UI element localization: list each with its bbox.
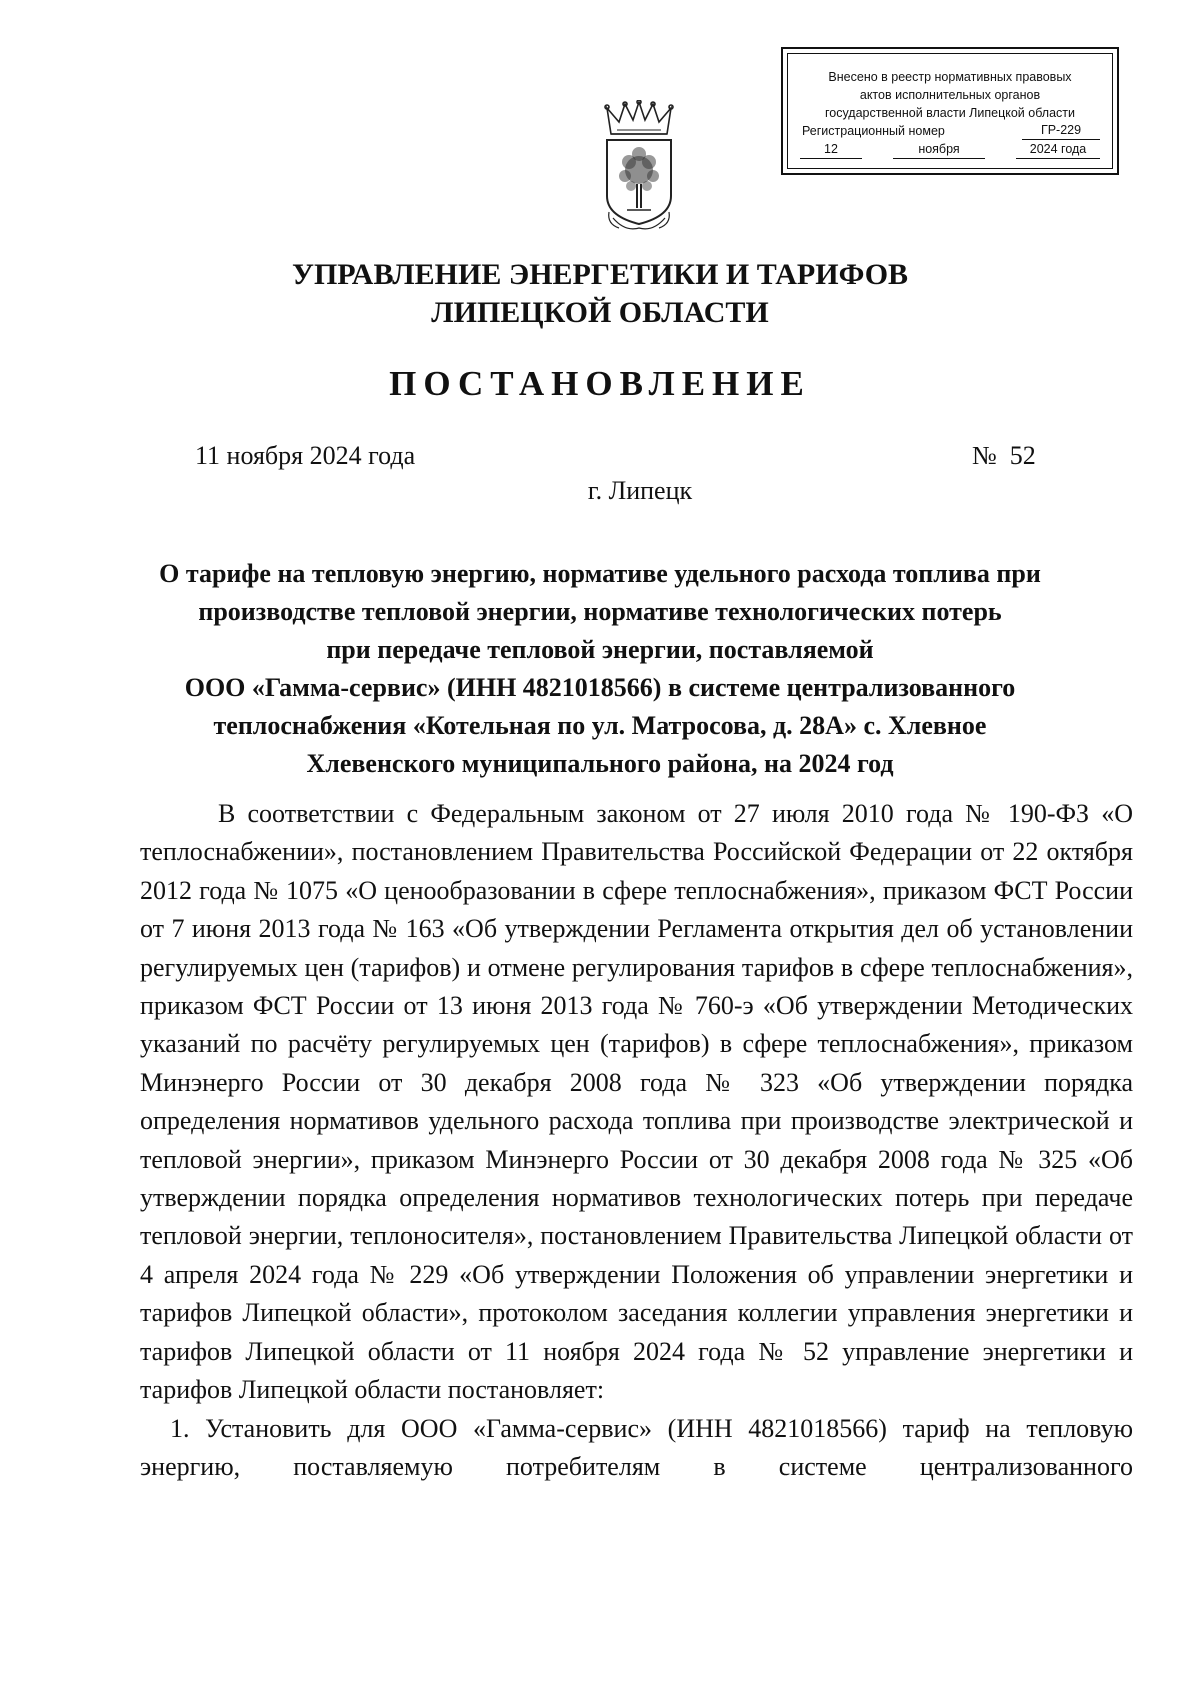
stamp-registration-row [788,122,1112,140]
document-date: 11 ноября 2024 года [195,441,416,470]
stamp-reg-number: ГР-229 [1022,122,1100,140]
stamp-month: ноября [893,141,985,159]
organization-title-line-1: УПРАВЛЕНИЕ ЭНЕРГЕТИКИ И ТАРИФОВ [291,258,909,291]
organization-title-line-2: ЛИПЕЦКОЙ ОБЛАСТИ [431,296,769,329]
document-subject [0,555,1200,783]
stamp-date-row [788,141,1112,159]
stamp-year: 2024 года [1016,141,1100,159]
subject-line-6: Хлевенского муниципального района, на 2024 год [306,749,894,778]
preamble-paragraph: В соответствии с Федеральным законом от 27 июля 2010 года № 190-ФЗ «О теплоснабжении», постановлением Правительства Российской Федерации от 22 октября 2012 года № 1075 «О ценообразовании в сфере теплоснабжения», приказом ФСТ России от 7 июня 2013 года № 163 «Об утверждении Регламента открытия дел об установлении регулируемых цен (тарифов) и отмене регулирования тарифов в сфере теплоснабжения», приказом ФСТ России от 13 июня 2013 года № 760-э «Об утверждении Методических указаний по расчёту регулируемых цен (тарифов) в сфере теплоснабжения», приказом Минэнерго России от 30 декабря 2008 года № 323 «Об утверждении порядка определения нормативов удельного расхода топлива при производстве электрической и тепловой энергии», приказом Минэнерго России от 30 декабря 2008 года № 325 «Об утверждении порядка определения нормативов технологических потерь при передаче тепловой энергии, теплоносителя», постановлением Правительства Липецкой области от 4 апреля 2024 года № 229 «Об утверждении Положения об управлении энергетики и тарифов Липецкой области», протоколом заседания коллегии управления энергетики и тарифов Липецкой области от 11 ноября 2024 года № 52 управление энергетики и тарифов Липецкой области постановляет: [140,799,1133,1405]
subject-line-4: ООО «Гамма-сервис» (ИНН 4821018566) в системе централизованного [184,673,1016,702]
subject-line-5: теплоснабжения «Котельная по ул. Матросова, д. 28А» с. Хлевное [213,711,987,740]
document-city: г. Липецк [587,476,693,505]
document-number: № 52 [972,441,1036,470]
stamp-line-2: актов исполнительных органов [859,88,1041,102]
subject-line-3: при передаче тепловой энергии, поставляемой [326,635,874,664]
registry-stamp [781,47,1119,175]
document-type: ПОСТАНОВЛЕНИЕ [389,364,811,403]
coat-of-arms-icon [597,100,681,235]
registry-stamp-inner [787,53,1113,169]
stamp-line-3: государственной власти Липецкой области [824,106,1076,120]
stamp-reg-label: Регистрационный номер [802,124,945,138]
document-body [140,795,1133,1486]
subject-line-1: О тарифе на тепловую энергию, нормативе удельного расхода топлива при [159,559,1041,588]
item-1-paragraph: 1. Установить для ООО «Гамма-сервис» (ИНН 4821018566) тариф на тепловую энергию, поставляемую потребителям в системе централизованного [140,1413,1133,1481]
stamp-line-1: Внесено в реестр нормативных правовых [828,70,1072,84]
organization-title [0,256,1200,332]
stamp-day: 12 [800,141,862,159]
subject-line-2: производстве тепловой энергии, нормативе технологических потерь [198,597,1002,626]
